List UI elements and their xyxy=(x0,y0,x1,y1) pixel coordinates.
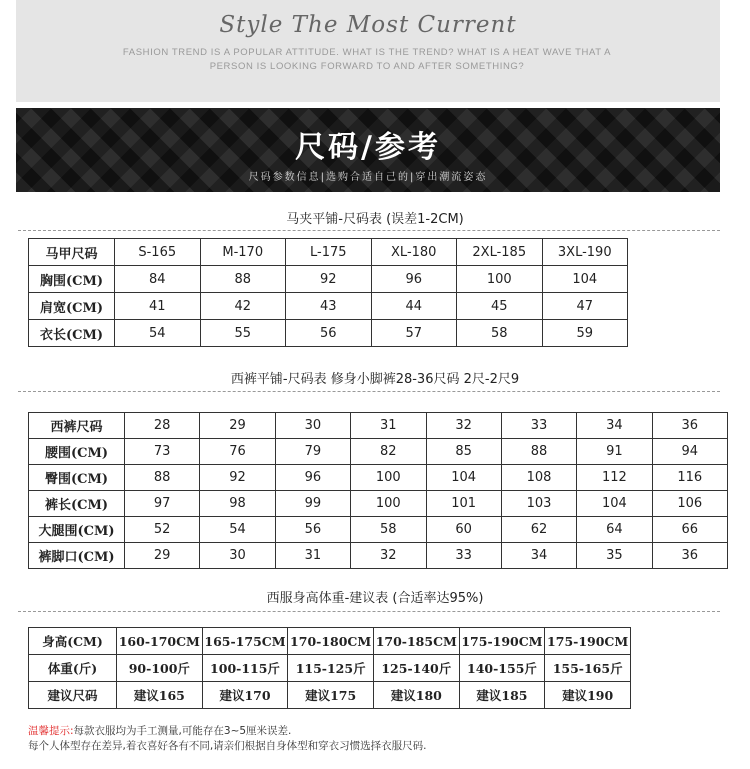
table-cell: 3XL-190 xyxy=(542,239,628,266)
table-cell: 32 xyxy=(351,543,426,569)
table-cell: 88 xyxy=(200,266,286,293)
table-cell: 31 xyxy=(275,543,350,569)
row-header-cell: 身高(CM) xyxy=(29,628,117,655)
table-cell: 104 xyxy=(577,491,652,517)
table-cell: 36 xyxy=(652,543,727,569)
table-cell: 建议180 xyxy=(373,682,459,709)
table-cell: 170-185CM xyxy=(373,628,459,655)
table-cell: L-175 xyxy=(286,239,372,266)
table-cell: 54 xyxy=(115,320,201,347)
table-cell: 175-190CM xyxy=(545,628,631,655)
table-cell: 28 xyxy=(125,413,200,439)
table-cell: 91 xyxy=(577,439,652,465)
row-header-cell: 裤脚口(CM) xyxy=(29,543,125,569)
table-cell: 116 xyxy=(652,465,727,491)
size-reference-banner xyxy=(16,108,720,192)
table-cell: 104 xyxy=(426,465,501,491)
table-row xyxy=(29,293,628,320)
pants-size-table xyxy=(28,412,728,569)
table-row xyxy=(29,266,628,293)
table-cell: 100 xyxy=(351,465,426,491)
table-cell: 45 xyxy=(457,293,543,320)
table-cell: 115-125斤 xyxy=(288,655,374,682)
table-cell: 97 xyxy=(125,491,200,517)
table-cell: 43 xyxy=(286,293,372,320)
table-cell: 106 xyxy=(652,491,727,517)
table-cell: 59 xyxy=(542,320,628,347)
table-cell: 79 xyxy=(275,439,350,465)
table-cell: 100 xyxy=(457,266,543,293)
table-row xyxy=(29,465,728,491)
vest-table-title: 马夹平铺-尺码表 (误差1-2CM) xyxy=(286,212,464,227)
table-cell: 96 xyxy=(371,266,457,293)
row-header-cell: 肩宽(CM) xyxy=(29,293,115,320)
row-header-cell: 西裤尺码 xyxy=(29,413,125,439)
row-header-cell: 腰围(CM) xyxy=(29,439,125,465)
divider xyxy=(18,391,720,392)
row-header-cell: 衣长(CM) xyxy=(29,320,115,347)
row-header-cell: 马甲尺码 xyxy=(29,239,115,266)
table-cell: 100-115斤 xyxy=(202,655,288,682)
style-header xyxy=(16,0,720,102)
table-cell: 35 xyxy=(577,543,652,569)
table-cell: 103 xyxy=(501,491,576,517)
row-header-cell: 建议尺码 xyxy=(29,682,117,709)
table-cell: 170-180CM xyxy=(288,628,374,655)
table-cell: 30 xyxy=(275,413,350,439)
table-cell: 52 xyxy=(125,517,200,543)
table-cell: 92 xyxy=(200,465,275,491)
table-cell: 42 xyxy=(200,293,286,320)
banner-subtitle: 尺码参数信息|选购合适自己的|穿出潮流姿态 xyxy=(248,172,488,183)
warm-tip-line-2: 每个人体型存在差异,着衣喜好各有不同,请亲们根据自身体型和穿衣习惯选择衣服尺码. xyxy=(28,740,427,752)
table-cell: 82 xyxy=(351,439,426,465)
header-tagline xyxy=(112,46,622,74)
suit-height-weight-table xyxy=(28,627,631,709)
table-cell: 85 xyxy=(426,439,501,465)
row-header-cell: 臀围(CM) xyxy=(29,465,125,491)
table-cell: 64 xyxy=(577,517,652,543)
table-row xyxy=(29,439,728,465)
row-header-cell: 大腿围(CM) xyxy=(29,517,125,543)
table-cell: 84 xyxy=(115,266,201,293)
table-cell: 54 xyxy=(200,517,275,543)
table-cell: 33 xyxy=(501,413,576,439)
table-cell: 88 xyxy=(501,439,576,465)
vest-size-table xyxy=(28,238,628,347)
table-cell: 建议190 xyxy=(545,682,631,709)
table-cell: 88 xyxy=(125,465,200,491)
table-cell: 76 xyxy=(200,439,275,465)
table-row xyxy=(29,628,631,655)
table-cell: 175-190CM xyxy=(459,628,545,655)
banner-title: 尺码/参考 xyxy=(295,130,441,165)
table-cell: 140-155斤 xyxy=(459,655,545,682)
table-row xyxy=(29,413,728,439)
table-cell: 29 xyxy=(200,413,275,439)
table-cell: 36 xyxy=(652,413,727,439)
table-cell: 41 xyxy=(115,293,201,320)
row-header-cell: 胸围(CM) xyxy=(29,266,115,293)
pants-table-title: 西裤平铺-尺码表 修身小脚裤28-36尺码 2尺-2尺9 xyxy=(230,372,520,387)
divider xyxy=(18,611,720,612)
table-cell: 90-100斤 xyxy=(117,655,203,682)
table-cell: 32 xyxy=(426,413,501,439)
suit-table-title: 西服身高体重-建议表 (合适率达95%) xyxy=(266,591,484,606)
table-cell: 57 xyxy=(371,320,457,347)
table-cell: 建议165 xyxy=(117,682,203,709)
warm-tip xyxy=(28,724,427,754)
table-cell: 建议185 xyxy=(459,682,545,709)
table-cell: 建议175 xyxy=(288,682,374,709)
table-row xyxy=(29,239,628,266)
table-cell: 31 xyxy=(351,413,426,439)
table-row xyxy=(29,682,631,709)
table-cell: 160-170CM xyxy=(117,628,203,655)
tagline-line-2: PERSON IS LOOKING FORWARD TO AND AFTER SOMETHING? xyxy=(209,61,525,72)
table-cell: 建议170 xyxy=(202,682,288,709)
table-cell: 112 xyxy=(577,465,652,491)
table-cell: 60 xyxy=(426,517,501,543)
table-cell: 98 xyxy=(200,491,275,517)
table-cell: 94 xyxy=(652,439,727,465)
table-row xyxy=(29,517,728,543)
table-row xyxy=(29,491,728,517)
table-cell: 56 xyxy=(275,517,350,543)
table-cell: 30 xyxy=(200,543,275,569)
table-cell: 34 xyxy=(577,413,652,439)
table-row xyxy=(29,320,628,347)
table-cell: 155-165斤 xyxy=(545,655,631,682)
tagline-line-1: FASHION TREND IS A POPULAR ATTITUDE. WHAT IS THE TREND? WHAT IS A HEAT WAVE THAT A xyxy=(122,47,612,58)
table-cell: 100 xyxy=(351,491,426,517)
table-cell: S-165 xyxy=(115,239,201,266)
table-cell: 62 xyxy=(501,517,576,543)
table-row xyxy=(29,543,728,569)
table-cell: 92 xyxy=(286,266,372,293)
table-cell: 73 xyxy=(125,439,200,465)
header-script-title: Style The Most Current xyxy=(219,12,517,38)
table-cell: 33 xyxy=(426,543,501,569)
row-header-cell: 体重(斤) xyxy=(29,655,117,682)
table-cell: 101 xyxy=(426,491,501,517)
table-cell: 125-140斤 xyxy=(373,655,459,682)
table-row xyxy=(29,655,631,682)
warm-tip-text-1: 每款衣服均为手工测量,可能存在3~5厘米误差. xyxy=(73,725,292,737)
table-cell: M-170 xyxy=(200,239,286,266)
table-cell: 58 xyxy=(351,517,426,543)
warm-tip-line-1 xyxy=(28,724,427,739)
table-cell: 56 xyxy=(286,320,372,347)
table-cell: 29 xyxy=(125,543,200,569)
table-cell: 96 xyxy=(275,465,350,491)
table-cell: 55 xyxy=(200,320,286,347)
divider xyxy=(18,230,720,231)
table-cell: 99 xyxy=(275,491,350,517)
table-cell: 108 xyxy=(501,465,576,491)
table-cell: 34 xyxy=(501,543,576,569)
table-cell: 44 xyxy=(371,293,457,320)
table-cell: 47 xyxy=(542,293,628,320)
table-cell: 165-175CM xyxy=(202,628,288,655)
row-header-cell: 裤长(CM) xyxy=(29,491,125,517)
table-cell: 2XL-185 xyxy=(457,239,543,266)
table-cell: 66 xyxy=(652,517,727,543)
table-cell: XL-180 xyxy=(371,239,457,266)
table-cell: 58 xyxy=(457,320,543,347)
warm-tip-label: 温馨提示: xyxy=(28,725,74,737)
table-cell: 104 xyxy=(542,266,628,293)
